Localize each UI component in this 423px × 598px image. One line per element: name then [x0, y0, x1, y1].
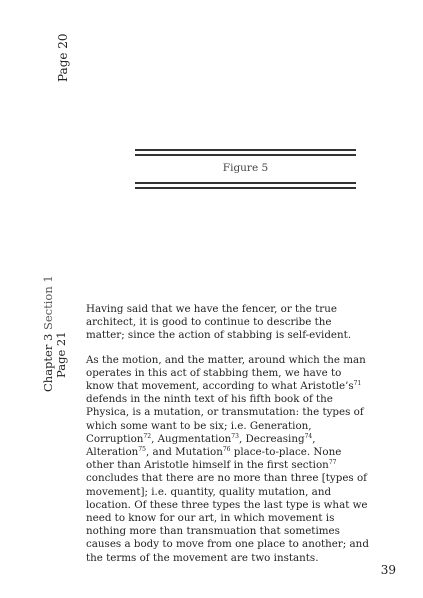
footnote-ref-76[interactable]: 76: [222, 446, 231, 454]
chapter-label: Chapter 3: [41, 333, 55, 392]
running-page-label: Page 20: [56, 33, 70, 82]
section-page-label: Page 21: [54, 331, 68, 378]
footnote-ref-73[interactable]: 73: [231, 432, 239, 440]
footnote-ref-77[interactable]: 77: [328, 459, 337, 467]
figure-rule-top: [135, 149, 356, 159]
figure-rule-bottom: [135, 182, 356, 192]
figure-caption: Figure 5: [222, 162, 269, 174]
body-text: [86, 303, 372, 576]
chapter-section-label: [42, 275, 68, 392]
footnote-ref-75[interactable]: 75: [138, 446, 146, 454]
footnote-ref-72[interactable]: 72: [143, 432, 152, 440]
footnote-ref-74[interactable]: 74: [304, 432, 313, 440]
paragraph-2: As the motion, and the matter, around which the man operates in this act of stabbing them, we have to know that movement, according to what $Aristotle’s^{71}$ defends in the ninth text of his fifth book of the Physica, is a mutation, or transmutation: the types of which some want to be six; i.e. Generation, Corruption$^{72}$, Augmentation$^{73}$, Decreasing$^{74}$, Alteration$^{75}$, and Mutation$^{76}$ place-to-place. None other than Aristotle himself in the first section$^{77}$ concludes that there are no more than three [types of movement]; i.e. quantity, quality mutation, and location. Of these three types the last type is what we need to know for our art, in which movement is nothing more than transmuation that sometimes causes a body to move from one place to another; and the terms of the movement are two instants.: [86, 353, 369, 564]
footnote-ref-71[interactable]: 71: [353, 380, 362, 388]
page-number: 39: [380, 563, 396, 577]
paragraph-1: Having said that we have the fencer, or the true architect, it is good to continue to describe the matter; since the action of stabbing is self-evident.: [86, 303, 352, 342]
section-label: Section 1: [41, 275, 55, 331]
